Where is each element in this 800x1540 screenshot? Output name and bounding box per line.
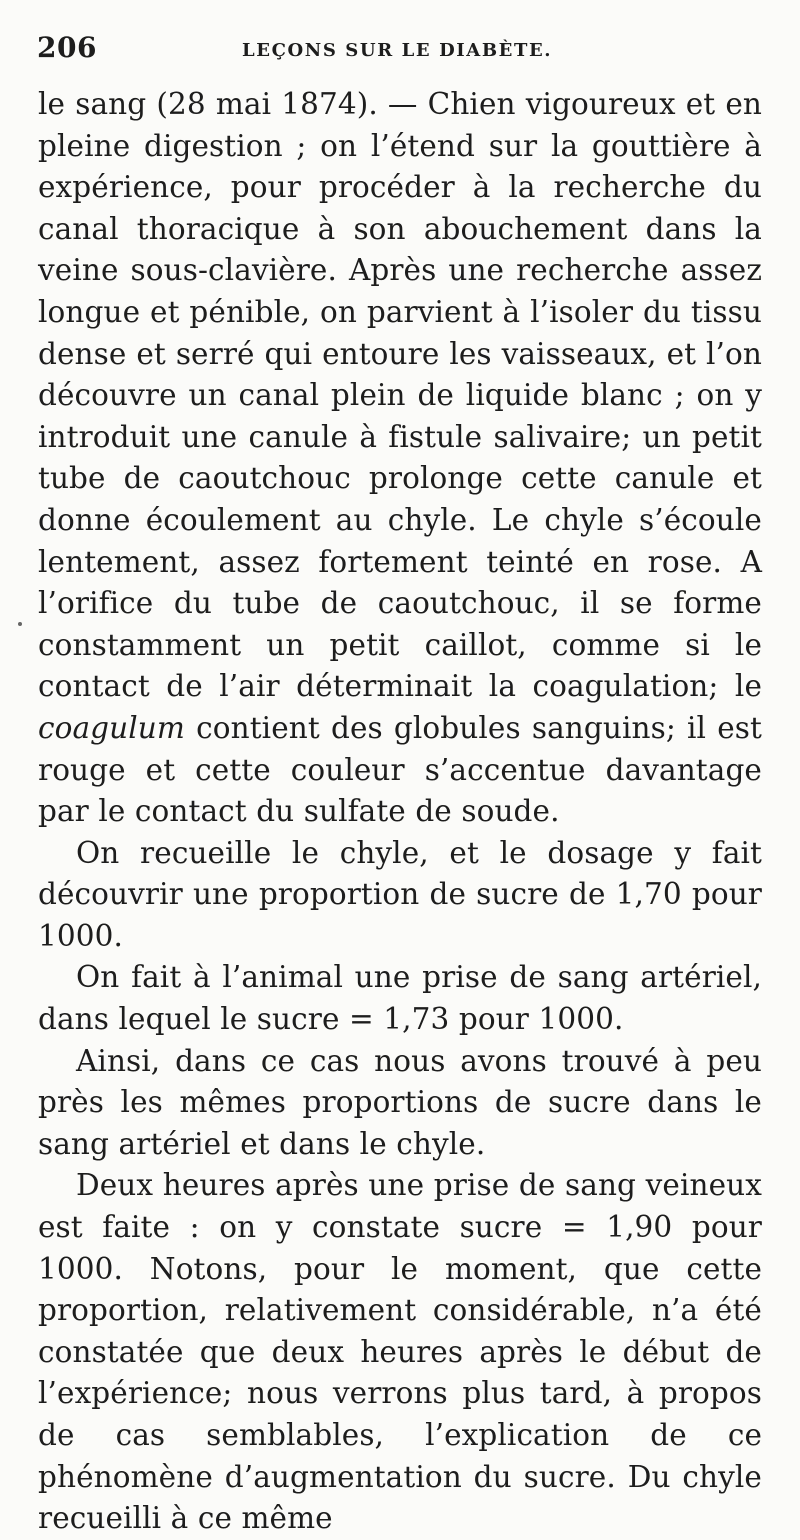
paragraph-1 xyxy=(38,84,762,833)
paragraph-1-ending: contient des globules sanguins; il est rouge et cette couleur s’accentue davantage par le contact du sulfate de soude. xyxy=(38,710,762,829)
paragraph-5: Deux heures après une prise de sang veineux est faite : on y constate sucre = 1,90 pour 1000. Notons, pour le moment, que cette proportion, relativement considérable, n’a été constatée que deux heures après le début de l’expérience; nous verrons plus tard, à propos de cas semblables, l’explication de ce phénomène d’augmentation du sucre. Du chyle recueilli à ce même xyxy=(38,1168,762,1536)
paragraph-4: Ainsi, dans ce cas nous avons trouvé à peu près les mêmes proportions de sucre dans le sang artériel et dans le chyle. xyxy=(38,1043,762,1161)
paragraph-3: On fait à l’animal une prise de sang artériel, dans lequel le sucre = 1,73 pour 1000. xyxy=(38,960,762,1037)
paragraph-1-text: le sang (28 mai 1874). — Chien vigoureux et en pleine digestion ; on l’étend sur la gouttière à expérience, pour procéder à la recherche du canal thoracique à son abouchement dans la veine sous-clavière. Après une recherche assez longue et pénible, on parvient à l’isoler du tissu dense et serré qui entoure les vaisseaux, et l’on découvre un canal plein de liquide blanc ; on y introduit une canule à fistule salivaire; un petit tube de caoutchouc prolonge cette canule et donne écoulement au chyle. Le chyle s’écoule lentement, assez fortement teinté en rose. A l’orifice du tube de caoutchouc, il se forme constamment un petit caillot, comme si le contact de l’air déterminait la coagulation; le xyxy=(38,87,762,704)
margin-mark xyxy=(18,622,22,626)
page-number: 206 xyxy=(37,31,97,64)
page-header xyxy=(0,0,800,80)
italic-term: coagulum xyxy=(38,710,185,745)
body-text xyxy=(38,84,762,1540)
running-title: LEÇONS SUR LE DIABÈTE. xyxy=(242,40,553,61)
paragraph-2: On recueille le chyle, et le dosage y fait découvrir une proportion de sucre de 1,70 pour 1000. xyxy=(38,835,762,953)
